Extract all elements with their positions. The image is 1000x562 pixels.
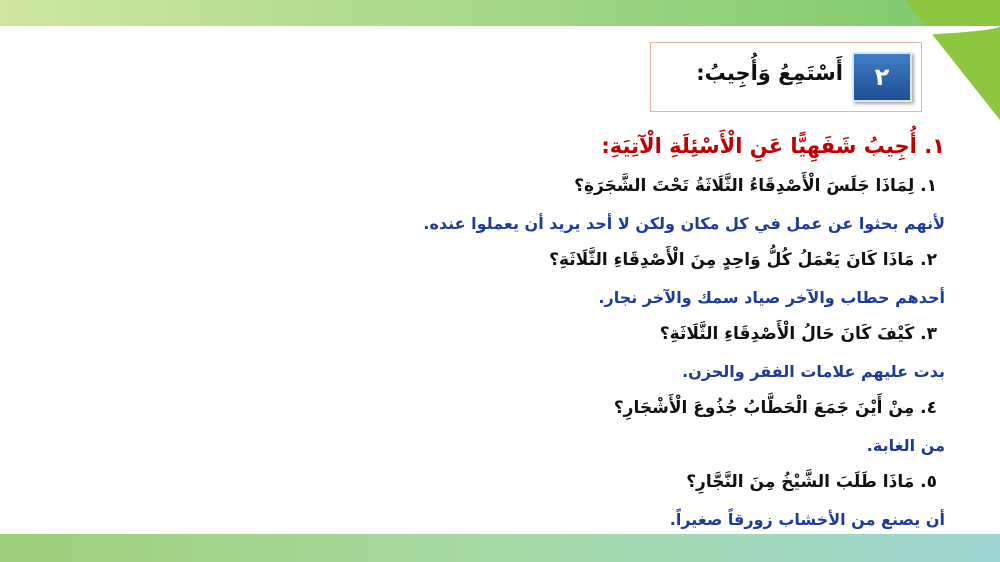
answer-2: أحدهم حطاب والآخر صياد سمك والآخر نجار. [598, 288, 945, 307]
question-4: ٤. مِنْ أَيْنَ جَمَعَ الْحَطَّابُ جُذُوعَ الْأَشْجَارِ؟ [613, 398, 937, 418]
section-number-badge: ٢ [852, 52, 912, 102]
section-title: أَسْتَمِعُ وَأُجِيبُ: [696, 61, 843, 85]
qa-content [55, 124, 945, 538]
question-1: ١. لِمَاذَا جَلَسَ الْأَصْدِقَاءُ الثَّلَاثَةُ تَحْتَ الشَّجَرَةِ؟ [574, 176, 937, 196]
bottom-decorative-band [0, 534, 1000, 562]
question-3: ٣. كَيْفَ كَانَ حَالُ الْأَصْدِقَاءِ الثَّلَاثَةِ؟ [659, 324, 937, 344]
answer-5: أن يصنع من الأخشاب زورقاً صغيراً. [669, 510, 945, 529]
answer-3: بدت عليهم علامات الفقر والحزن. [682, 362, 945, 381]
answer-1: لأنهم بحثوا عن عمل في كل مكان ولكن لا أحد يريد أن يعملوا عنده. [423, 214, 945, 233]
question-2: ٢. مَاذَا كَانَ يَعْمَلُ كُلُّ وَاحِدٍ مِنَ الْأَصْدِقَاءِ الثَّلَاثَةِ؟ [549, 250, 937, 270]
question-5: ٥. مَاذَا طَلَبَ الشَّيْخُ مِنَ النَّجَّارِ؟ [686, 472, 937, 492]
answer-4: من الغابة. [866, 436, 945, 455]
exercise-heading: ١. أُجِيبُ شَفَهِيًّا عَنِ الْأَسْئِلَةِ الْآتِيَةِ: [601, 134, 945, 158]
